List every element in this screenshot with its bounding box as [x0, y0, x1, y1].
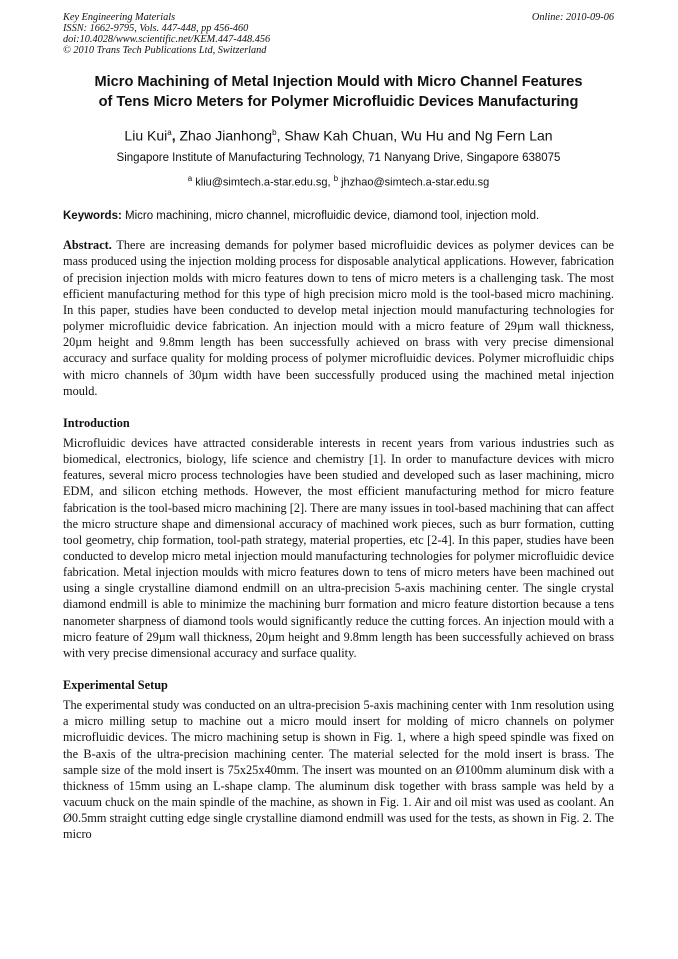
- author-1-affil-mark: a: [167, 128, 172, 137]
- author-separator: ,: [171, 127, 176, 144]
- author-1: Liu Kui: [124, 127, 168, 144]
- doi-line: doi:10.4028/www.scientific.net/KEM.447-448.456: [63, 34, 271, 45]
- abstract-label: Abstract.: [63, 238, 112, 253]
- paper-page: [63, 12, 614, 842]
- journal-header: [63, 12, 614, 56]
- affiliation: Singapore Institute of Manufacturing Technology, 71 Nanyang Drive, Singapore 638075: [116, 151, 561, 164]
- author-2-affil-mark: b: [272, 128, 277, 137]
- email-a-mark: a: [187, 173, 193, 183]
- issn-line: ISSN: 1662-9795, Vols. 447-448, pp 456-460: [63, 23, 249, 34]
- copyright-line: © 2010 Trans Tech Publications Ltd, Switzerland: [63, 45, 267, 56]
- introduction-text: Microfluidic devices have attracted considerable interests in recent years from various industries such as biomedical, electronics, biology, life science and chemistry [1]. In order to manufacture devices with micro features, several micro process technologies have been studied and developed such as laser machining, micro EDM, and silicon etching methods. However, the most efficient manufacturing method for micro feature fabrication is the tool-based micro machining [2]. There are many issues in tool-based machining that can affect the micro structure shape and dimensional accuracy of machined work pieces, such as burr formation, cutting tool geometry, chip formation, tool-path strategy, material properties, etc [2-4]. In this paper, studies have been conducted to develop micro metal injection mould manufacturing technologies for polymer microfluidic device fabrication. Metal injection moulds with micro features down to tens of micro meters have been machined out using a single crystalline diamond endmill on an ultra-precision 5-axis machining center. The single crystal diamond endmill is able to minimize the machining burr formation and micro feature distortion because a tens nanometer sharpness of diamond tools would significantly reduce the cutting forces. An injection mould with a micro feature of 29µm wall thickness, 20µm height and 9.8mm length has been successfully achieved on brass with very precise dimensional accuracy and surface quality.: [63, 435, 615, 660]
- paper-title: [63, 72, 614, 112]
- introduction-heading: Introduction: [63, 415, 130, 430]
- online-date: Online: 2010-09-06: [531, 12, 614, 23]
- title-line-2: of Tens Micro Meters for Polymer Microfluidic Devices Manufacturing: [98, 94, 579, 110]
- journal-name: Key Engineering Materials: [63, 12, 176, 23]
- author-list: [63, 124, 614, 145]
- keywords-label: Keywords:: [63, 210, 122, 223]
- author-2: Zhao Jianhong: [175, 127, 273, 144]
- keywords-text: Micro machining, micro channel, microfluidic device, diamond tool, injection mold.: [121, 210, 540, 223]
- abstract-text: There are increasing demands for polymer based microfluidic devices as polymer devices can be mass produced using the injection molding process for disposable analytical applications. However, fabrication of precision injection molds with micro features down to tens of micro meters is a challenging task. The most efficient manufacturing method for this type of high precision micro mold is the tool-based micro machining. In this paper, studies have been conducted to develop metal injection mould manufacturing technologies for polymer microfluidic device fabrication. An injection mould with a micro feature of 29µm wall thickness, 20µm height and 9.8mm length has been successfully achieved on brass with very precise dimensional accuracy and surface quality for molding process of polymer microfluidic devices. Polymer microfluidic chips with micro channels of 30µm width have been successfully produced using the machined metal injection mould.: [63, 238, 614, 398]
- title-line-1: Micro Machining of Metal Injection Mould with Micro Channel Features: [94, 74, 583, 90]
- email-a: kliu@simtech.a-star.edu.sg,: [192, 176, 334, 189]
- experimental-heading: Experimental Setup: [63, 678, 168, 693]
- abstract: [63, 237, 614, 399]
- other-authors: , Shaw Kah Chuan, Wu Hu and Ng Fern Lan: [276, 127, 553, 144]
- author-emails: [63, 172, 614, 190]
- keywords: [63, 209, 614, 224]
- experimental-text: The experimental study was conducted on an ultra-precision 5-axis machining center with 1nm resolution using a micro milling setup to machine out a micro mould insert for molding of micro channels on polymer microfluidic devices. The micro machining setup is shown in Fig. 1, where a high speed spindle was fixed on the B-axis of the ultra-precision machining center. The material selected for the mold insert is brass. The sample size of the mold insert is 75x25x40mm. The insert was mounted on an Ø100mm aluminum disk with a thickness of 15mm using an L-shape clamp. The aluminum disk together with brass sample was held by a vacuum chuck on the main spindle of the machine, as shown in Fig. 1. Air and oil mist was used as coolant. An Ø0.5mm straight cutting edge single crystalline diamond endmill was used for the tests, as shown in Fig. 2. The micro: [63, 698, 614, 842]
- email-b: jhzhao@simtech.a-star.edu.sg: [338, 176, 490, 189]
- email-b-mark: b: [333, 173, 339, 183]
